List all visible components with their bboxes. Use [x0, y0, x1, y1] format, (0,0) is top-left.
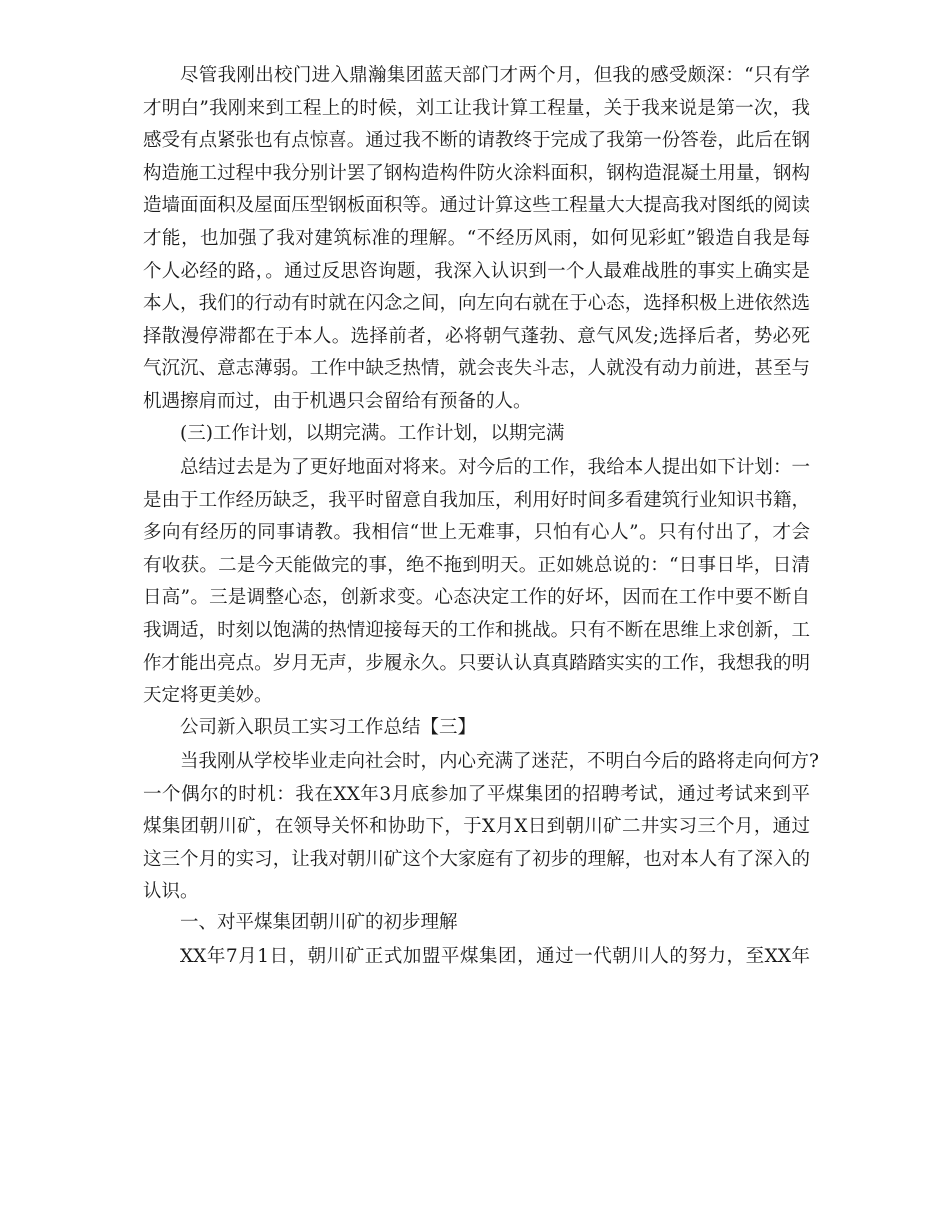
text-line: 这三个月的实习，让我对朝川矿这个大家庭有了初步的理解，也对本人有了深入的 — [143, 848, 810, 870]
paragraph-2 — [143, 452, 810, 713]
text-line: 构造施工过程中我分别计罢了钢构造构件防火涂料面积，钢构造混凝土用量，钢构 — [143, 162, 810, 184]
text-line: 总结过去是为了更好地面对将来。对今后的工作，我给本人提出如下计划：一 — [180, 457, 810, 478]
paragraph-3 — [143, 746, 819, 909]
text-line: 我调适，时刻以饱满的热情迎接每天的工作和挑战。只有不断在思维上求创新，工 — [143, 619, 810, 641]
section-heading-summary-three — [143, 712, 810, 745]
section-heading-understanding — [143, 907, 810, 940]
heading-text: 一、对平煤集团朝川矿的初步理解 — [180, 912, 458, 933]
text-line: XX年7月1日，朝川矿正式加盟平煤集团，通过一代朝川人的努力，至XX年 — [180, 946, 810, 967]
text-line: 多向有经历的同事请教。我相信“世上无难事，只怕有心人”。只有付出了，才会 — [143, 522, 810, 544]
heading-text: (三)工作计划，以期完满。工作计划，以期完满 — [180, 423, 565, 444]
text-line: 尽管我刚出校门进入鼎瀚集团蓝天部门才两个月，但我的感受颇深：“只有学 — [180, 65, 810, 86]
paragraph-1 — [143, 60, 810, 419]
text-line: 天定将更美妙。 — [143, 685, 273, 707]
text-line: 感受有点紧张也有点惊喜。通过我不断的请教终于完成了我第一份答卷，此后在钢 — [143, 130, 810, 152]
text-line: 气沉沉、意志薄弱。工作中缺乏热情，就会丧失斗志，人就没有动力前进，甚至与 — [143, 358, 810, 380]
text-line: 造墙面面积及屋面压型钢板面积等。通过计算这些工程量大大提高我对图纸的阅读 — [143, 195, 810, 217]
text-line: 有收获。二是今天能做完的事，绝不拖到明天。正如姚总说的：“日事日毕，日清 — [143, 554, 810, 576]
text-line: 一个偶尔的时机：我在XX年3月底参加了平煤集团的招聘考试，通过考试来到平 — [143, 783, 810, 805]
text-line: 才能，也加强了我对建筑标准的理解。“不经历风雨，如何见彩虹”锻造自我是每 — [143, 227, 810, 249]
text-line: 煤集团朝川矿，在领导关怀和协助下，于X月X日到朝川矿二井实习三个月，通过 — [143, 816, 810, 838]
text-line: 作才能出亮点。岁月无声，步履永久。只要认认真真踏踏实实的工作，我想我的明 — [143, 652, 810, 674]
text-line: 当我刚从学校毕业走向社会时，内心充满了迷茫，不明白今后的路将走向何方? — [180, 751, 819, 772]
heading-text: 公司新入职员工实习工作总结【三】 — [180, 717, 477, 738]
text-line: 机遇擦肩而过，由于机遇只会留给有预备的人。 — [143, 390, 532, 412]
text-line: 择散漫停滞都在于本人。选择前者，必将朝气蓬勃、意气风发;选择后者，势必死 — [143, 325, 810, 347]
text-line: 本人，我们的行动有时就在闪念之间，向左向右就在于心态，选择积极上进依然选 — [143, 293, 810, 315]
text-line: 才明白”我刚来到工程上的时候，刘工让我计算工程量，关于我来说是第一次，我 — [143, 97, 810, 119]
text-line: 是由于工作经历缺乏，我平时留意自我加压，利用好时间多看建筑行业知识书籍， — [143, 489, 810, 511]
text-line: 个人必经的路，。通过反思咨询题，我深入认识到一个人最难战胜的事实上确实是 — [143, 260, 810, 282]
paragraph-4 — [143, 941, 810, 974]
text-line: 认识。 — [143, 881, 199, 903]
text-line: 日高”。三是调整心态，创新求变。心态决定工作的好坏，因而在工作中要不断自 — [143, 587, 810, 609]
section-heading-work-plan — [143, 418, 810, 451]
